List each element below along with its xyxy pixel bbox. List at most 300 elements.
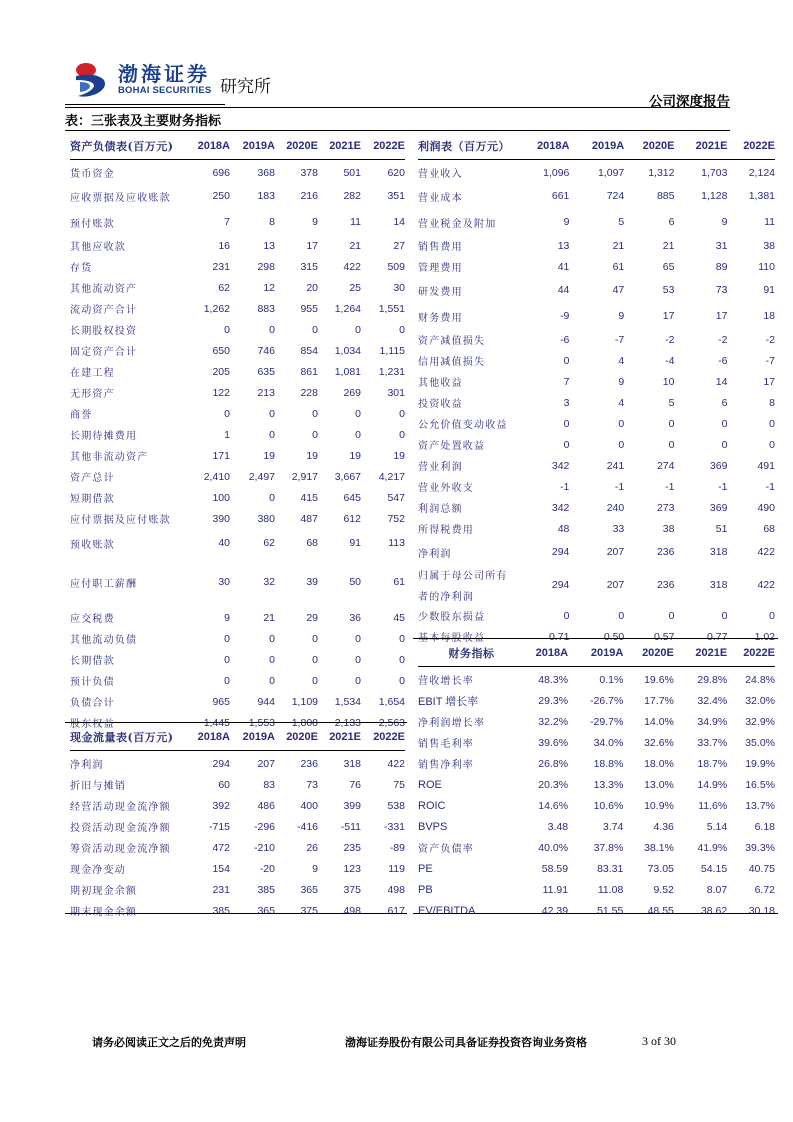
year-column-header: 2020E [624,133,674,160]
row-label: 应交税费 [70,614,115,625]
cell-value: 0 [721,417,728,430]
cell-value: 0 [721,609,728,622]
cell-value: 39.3% [745,841,775,854]
cell-value: 0 [618,438,625,451]
cell-value: 236 [300,757,318,770]
table-section-title: 现金流量表(百万元) [70,724,182,751]
table-section-title: 财务指标 [418,640,525,667]
table-row [70,183,405,209]
year-column-header: 2022E [727,640,775,667]
company-logo [70,58,280,102]
table-row [70,858,405,879]
cell-value: 110 [758,260,775,273]
row-label: 销售毛利率 [418,739,474,750]
cell-value: 183 [257,190,275,202]
cell-value: 422 [757,579,775,591]
row-label: 期初现金余额 [70,886,138,897]
row-label: 基本每股收益 [418,633,486,644]
cell-value: 100 [212,491,230,504]
cell-value: 48.55 [647,904,674,917]
cell-value: 2,124 [748,166,775,179]
cell-value: 18.0% [644,757,674,770]
cell-value: 32.9% [745,715,775,728]
cell-value: 282 [343,190,361,202]
cell-value: 37.8% [593,841,624,854]
cell-value: 38 [763,239,775,252]
cell-value: 76 [349,778,361,791]
table-row [418,160,775,184]
cell-value: 30 [393,281,405,294]
table-row [418,774,775,795]
year-column-header: 2021E [674,640,727,667]
cell-value: 3 [563,396,570,409]
cell-value: 487 [300,512,318,525]
row-label: 营业收入 [418,169,463,180]
cell-value: 509 [387,260,405,273]
cell-value: 13 [263,239,275,252]
cell-value: 91 [349,537,361,549]
row-label: 经营活动现金流净额 [70,802,171,813]
cell-value: 9 [563,216,570,228]
row-label: 应付票据及应付账款 [70,515,171,526]
cell-value: 26 [306,841,318,854]
cell-value: 73 [715,284,728,296]
table-header-row [70,724,405,751]
cell-value: -6 [560,333,570,346]
cell-value: 14.0% [644,715,674,728]
row-label: 存货 [70,263,93,274]
cell-value: 752 [387,512,405,525]
cell-value: 861 [300,365,318,378]
cell-value: 294 [551,546,570,558]
cell-value: 1.02 [754,630,775,643]
cell-value: -2 [718,333,728,346]
row-label: EV/EBITDA [418,904,476,917]
table-row [418,518,775,539]
cell-value: 45 [393,611,405,624]
cell-value: 415 [300,491,318,504]
cell-value: 0 [399,674,405,687]
cell-value: 538 [387,799,405,812]
cell-value: 6 [668,216,675,228]
cell-value: 32.4% [697,694,728,707]
cell-value: 14.6% [538,799,569,812]
cell-value: 0 [312,674,318,687]
cell-value: 0 [312,653,318,666]
cell-value: 73.05 [647,862,674,875]
cell-value: 53 [662,284,675,296]
cell-value: 3.74 [602,820,624,833]
cell-value: 41.9% [697,841,728,854]
row-label: 无形资产 [70,389,115,400]
year-column-header: 2018A [525,640,568,667]
row-label: ROE [418,778,442,791]
row-label: 期末现金余额 [70,907,138,918]
cell-value: 19.6% [644,673,674,686]
cell-value: 39.6% [538,736,569,749]
cell-value: 13.0% [644,778,674,791]
page-number: 3 of 30 [642,1034,676,1048]
cell-value: 19 [393,449,405,462]
row-label: 研发费用 [418,286,463,298]
cell-value: 318 [709,579,728,591]
cash-flow-bottom-rule [65,913,407,914]
cell-value: 0 [269,632,275,645]
cell-value: 0 [355,674,361,687]
cell-value: 0 [312,632,318,645]
cell-value: 228 [300,386,318,399]
row-label: 营业外收支 [418,483,474,494]
cell-value: 16.5% [745,778,775,791]
cell-value: 422 [757,546,775,558]
logo-english-name: BOHAI SECURITIES [118,85,212,96]
cell-value: 0 [269,653,275,666]
year-column-header: 2021E [318,724,361,751]
cell-value: 2,133 [334,716,361,729]
row-label: 资产处置收益 [418,441,486,452]
cell-value: 32.6% [644,736,674,749]
cell-value: 68 [763,522,775,535]
table-row [418,690,775,711]
cell-value: 661 [551,190,570,202]
cell-value: 40.0% [538,841,569,854]
cell-value: 38.1% [644,841,674,854]
cell-value: 171 [212,449,230,462]
cell-value: 0 [563,609,570,622]
cell-value: 365 [257,904,275,917]
cell-value: 1,534 [334,695,361,708]
cell-value: 6.72 [754,883,775,896]
table-row [418,277,775,303]
cell-value: 1,312 [648,166,675,179]
cell-value: 51.55 [597,904,624,917]
table-row [418,732,775,753]
cell-value: 342 [551,459,570,472]
row-label: 其他应收款 [70,242,126,253]
cell-value: 213 [257,386,275,399]
table-row [418,605,775,626]
cell-value: 17 [763,375,775,388]
cell-value: 0 [668,609,675,622]
row-label: 净利润增长率 [418,718,486,729]
cell-value: 47 [612,284,625,296]
row-label: 公允价值变动收益 [418,420,508,431]
cell-value: 1,703 [701,166,728,179]
cell-value: 0 [399,632,405,645]
cell-value: 32.0% [745,694,775,707]
row-label: 投资收益 [418,399,463,410]
cell-value: 4.36 [653,820,674,833]
cell-value: 8.07 [706,883,728,896]
cell-value: -20 [259,862,275,875]
table-row [70,361,405,382]
cell-value: 368 [257,166,275,179]
cell-value: 38.62 [700,904,728,917]
cell-value: 73 [306,778,318,791]
cell-value: 294 [551,579,570,591]
cell-value: 0 [618,417,625,430]
cell-value: -89 [389,841,405,854]
cell-value: 0 [355,428,361,441]
row-label: 折旧与摊销 [70,781,126,792]
cell-value: 0 [721,438,728,451]
indicators-bottom-rule [413,913,778,914]
cell-value: 0 [399,428,405,441]
cell-value: 62 [263,537,275,549]
cell-value: 40.75 [748,862,775,875]
cell-value: 9 [224,611,230,624]
cell-value: 14 [393,216,405,228]
table-row [418,455,775,476]
cell-value: 0.50 [603,630,625,643]
cell-value: 0 [618,609,625,622]
cell-value: 390 [212,512,230,525]
cell-value: 400 [300,799,318,812]
table-section-title: 利润表（百万元） [418,133,526,160]
cell-value: 2,563 [378,716,405,729]
report-type: 公司深度报告 [649,94,730,109]
table-row [70,607,405,628]
cell-value: 30.18 [748,904,775,917]
cell-value: 883 [257,302,275,315]
cell-value: 33.7% [697,736,728,749]
cell-value: 854 [300,344,318,357]
cell-value: 380 [257,512,275,525]
cell-value: 13.3% [593,778,624,791]
cell-value: 0 [668,438,675,451]
cell-value: 724 [606,190,625,202]
cell-value: 33 [612,522,625,535]
row-label: ROIC [418,799,446,812]
cell-value: 0 [563,354,570,367]
cell-value: 44 [557,284,570,296]
cell-value: 5 [668,396,675,409]
cell-value: 18.8% [593,757,624,770]
cell-value: 10.9% [644,799,674,812]
cell-value: 1,551 [378,302,405,315]
header-divider [65,107,730,108]
cell-value: 19 [306,449,318,462]
year-column-header: 2022E [361,133,405,160]
cell-value: 0 [269,407,275,420]
table-row [70,382,405,403]
footer-disclaimer: 请务必阅读正文之后的免责声明 [92,1036,246,1049]
cell-value: 16 [218,239,230,252]
year-column-header: 2019A [569,133,624,160]
cell-value: 207 [606,546,625,558]
cell-value: 635 [257,365,275,378]
cell-value: 944 [257,695,275,708]
row-label: 流动资产合计 [70,305,138,316]
cell-value: 0 [355,632,361,645]
cell-value: -2 [765,333,775,346]
cell-value: 0 [269,491,275,504]
cell-value: 365 [300,883,318,896]
cell-value: 378 [300,166,318,179]
cell-value: 65 [662,260,675,273]
cell-value: 7 [563,375,570,388]
cell-value: 42.39 [541,904,569,917]
cell-value: -210 [253,841,275,854]
table-row [70,340,405,361]
cell-value: 0 [399,407,405,420]
cell-value: 61 [393,576,405,588]
cell-value: -416 [296,820,318,833]
table-row [418,837,775,858]
cell-value: -1 [560,480,570,493]
cell-value: 0 [312,323,318,336]
cell-value: 122 [212,386,230,399]
cell-value: 21 [662,239,675,252]
table-row [70,751,405,775]
cell-value: 490 [757,501,775,514]
cell-value: 30 [218,576,230,588]
cell-value: -331 [383,820,405,833]
income-statement-bottom-rule [413,638,778,639]
cell-value: 8 [769,396,775,409]
cell-value: 236 [656,546,675,558]
table-row [418,565,775,605]
cell-value: 486 [257,799,275,812]
cell-value: 0 [563,438,570,451]
cell-value: -6 [718,354,728,367]
cell-value: 40 [218,537,230,549]
row-label: 长期股权投资 [70,326,138,337]
cell-value: 3.48 [547,820,569,833]
cell-value: 2,410 [203,470,230,483]
cell-value: 75 [393,778,405,791]
cell-value: 612 [343,512,361,525]
year-column-header: 2019A [568,640,623,667]
balance-sheet-bottom-rule [65,722,407,723]
year-column-header: 2020E [275,133,318,160]
table-row [70,816,405,837]
row-label: BVPS [418,820,448,833]
balance-sheet-table [70,133,405,733]
table-row [418,392,775,413]
cell-value: 38 [662,522,675,535]
table-row [70,557,405,607]
row-label: 营业税金及附加 [418,218,497,230]
table-row [70,900,405,921]
cell-value: 9 [312,216,318,228]
cell-value: 216 [300,190,318,202]
cell-value: 0.77 [707,630,728,643]
cell-value: 21 [263,611,275,624]
table-row [418,209,775,235]
cell-value: 10.6% [593,799,624,812]
cell-value: 746 [257,344,275,357]
cell-value: 9 [618,375,625,388]
cell-value: 491 [757,459,775,472]
cell-value: 0 [224,407,230,420]
cell-value: 17 [715,310,728,322]
cell-value: 1,128 [701,190,728,202]
row-label: 净利润 [70,760,104,771]
cell-value: 36 [349,611,361,624]
table-row [70,691,405,712]
cell-value: 294 [212,757,230,770]
cell-value: 41 [557,260,570,273]
table-row [70,209,405,235]
cell-value: 20.3% [538,778,569,791]
cell-value: 21 [612,239,625,252]
table-row [70,529,405,557]
cell-value: 0 [269,674,275,687]
table-row [418,900,775,921]
table-header-row [418,133,775,160]
table-row [418,256,775,277]
cell-value: 0 [269,323,275,336]
cell-value: 0 [769,417,775,430]
table-row [70,445,405,466]
cell-value: 231 [212,883,230,896]
row-label: 信用减值损失 [418,357,486,368]
table-row [70,466,405,487]
income-statement-table [418,133,775,647]
cell-value: 0 [355,323,361,336]
cell-value: 11.91 [542,883,569,896]
table-row [418,303,775,329]
cell-value: 19 [349,449,361,462]
row-label: 其他收益 [418,378,463,389]
cell-value: 4 [618,396,625,409]
logo-chinese-name: 渤海证券 [118,62,210,86]
table-section-title: 资产负债表(百万元) [70,133,182,160]
cell-value: 235 [343,841,361,854]
cell-value: 617 [387,904,405,917]
cell-value: 11 [764,216,775,228]
cell-value: 14 [715,375,728,388]
cell-value: 1,097 [597,166,625,179]
cell-value: 31 [715,239,728,252]
cash-flow-table [70,724,405,921]
table-row [70,508,405,529]
cell-value: 9 [721,216,728,228]
cell-value: 318 [709,546,728,558]
cell-value: 385 [257,883,275,896]
financial-indicators-table [418,640,775,921]
table-row [418,183,775,209]
cell-value: 0 [224,323,230,336]
cell-value: 1,808 [291,716,318,729]
cell-value: 6 [721,396,728,409]
row-label: 净利润 [418,548,452,560]
cell-value: 0 [224,653,230,666]
cell-value: 2,917 [291,470,318,483]
logo-underline [65,104,225,105]
cell-value: 1,115 [379,344,405,357]
cell-value: 27 [393,239,405,252]
row-label: 预付账款 [70,218,115,230]
cell-value: 32 [263,576,275,588]
cell-value: 0 [399,653,405,666]
table-row [70,837,405,858]
cell-value: 422 [387,757,405,770]
cell-value: 0 [224,632,230,645]
cell-value: 0 [399,323,405,336]
cell-value: 0 [312,428,318,441]
cell-value: 2,497 [248,470,275,483]
cell-value: 10 [662,375,675,388]
cell-value: 1,262 [203,302,230,315]
cell-value: 0.57 [654,630,675,643]
cell-value: 34.0% [593,736,624,749]
row-label: 其他非流动资产 [70,452,149,463]
cell-value: 301 [387,386,405,399]
cell-value: 885 [656,190,675,202]
cell-value: 955 [300,302,318,315]
